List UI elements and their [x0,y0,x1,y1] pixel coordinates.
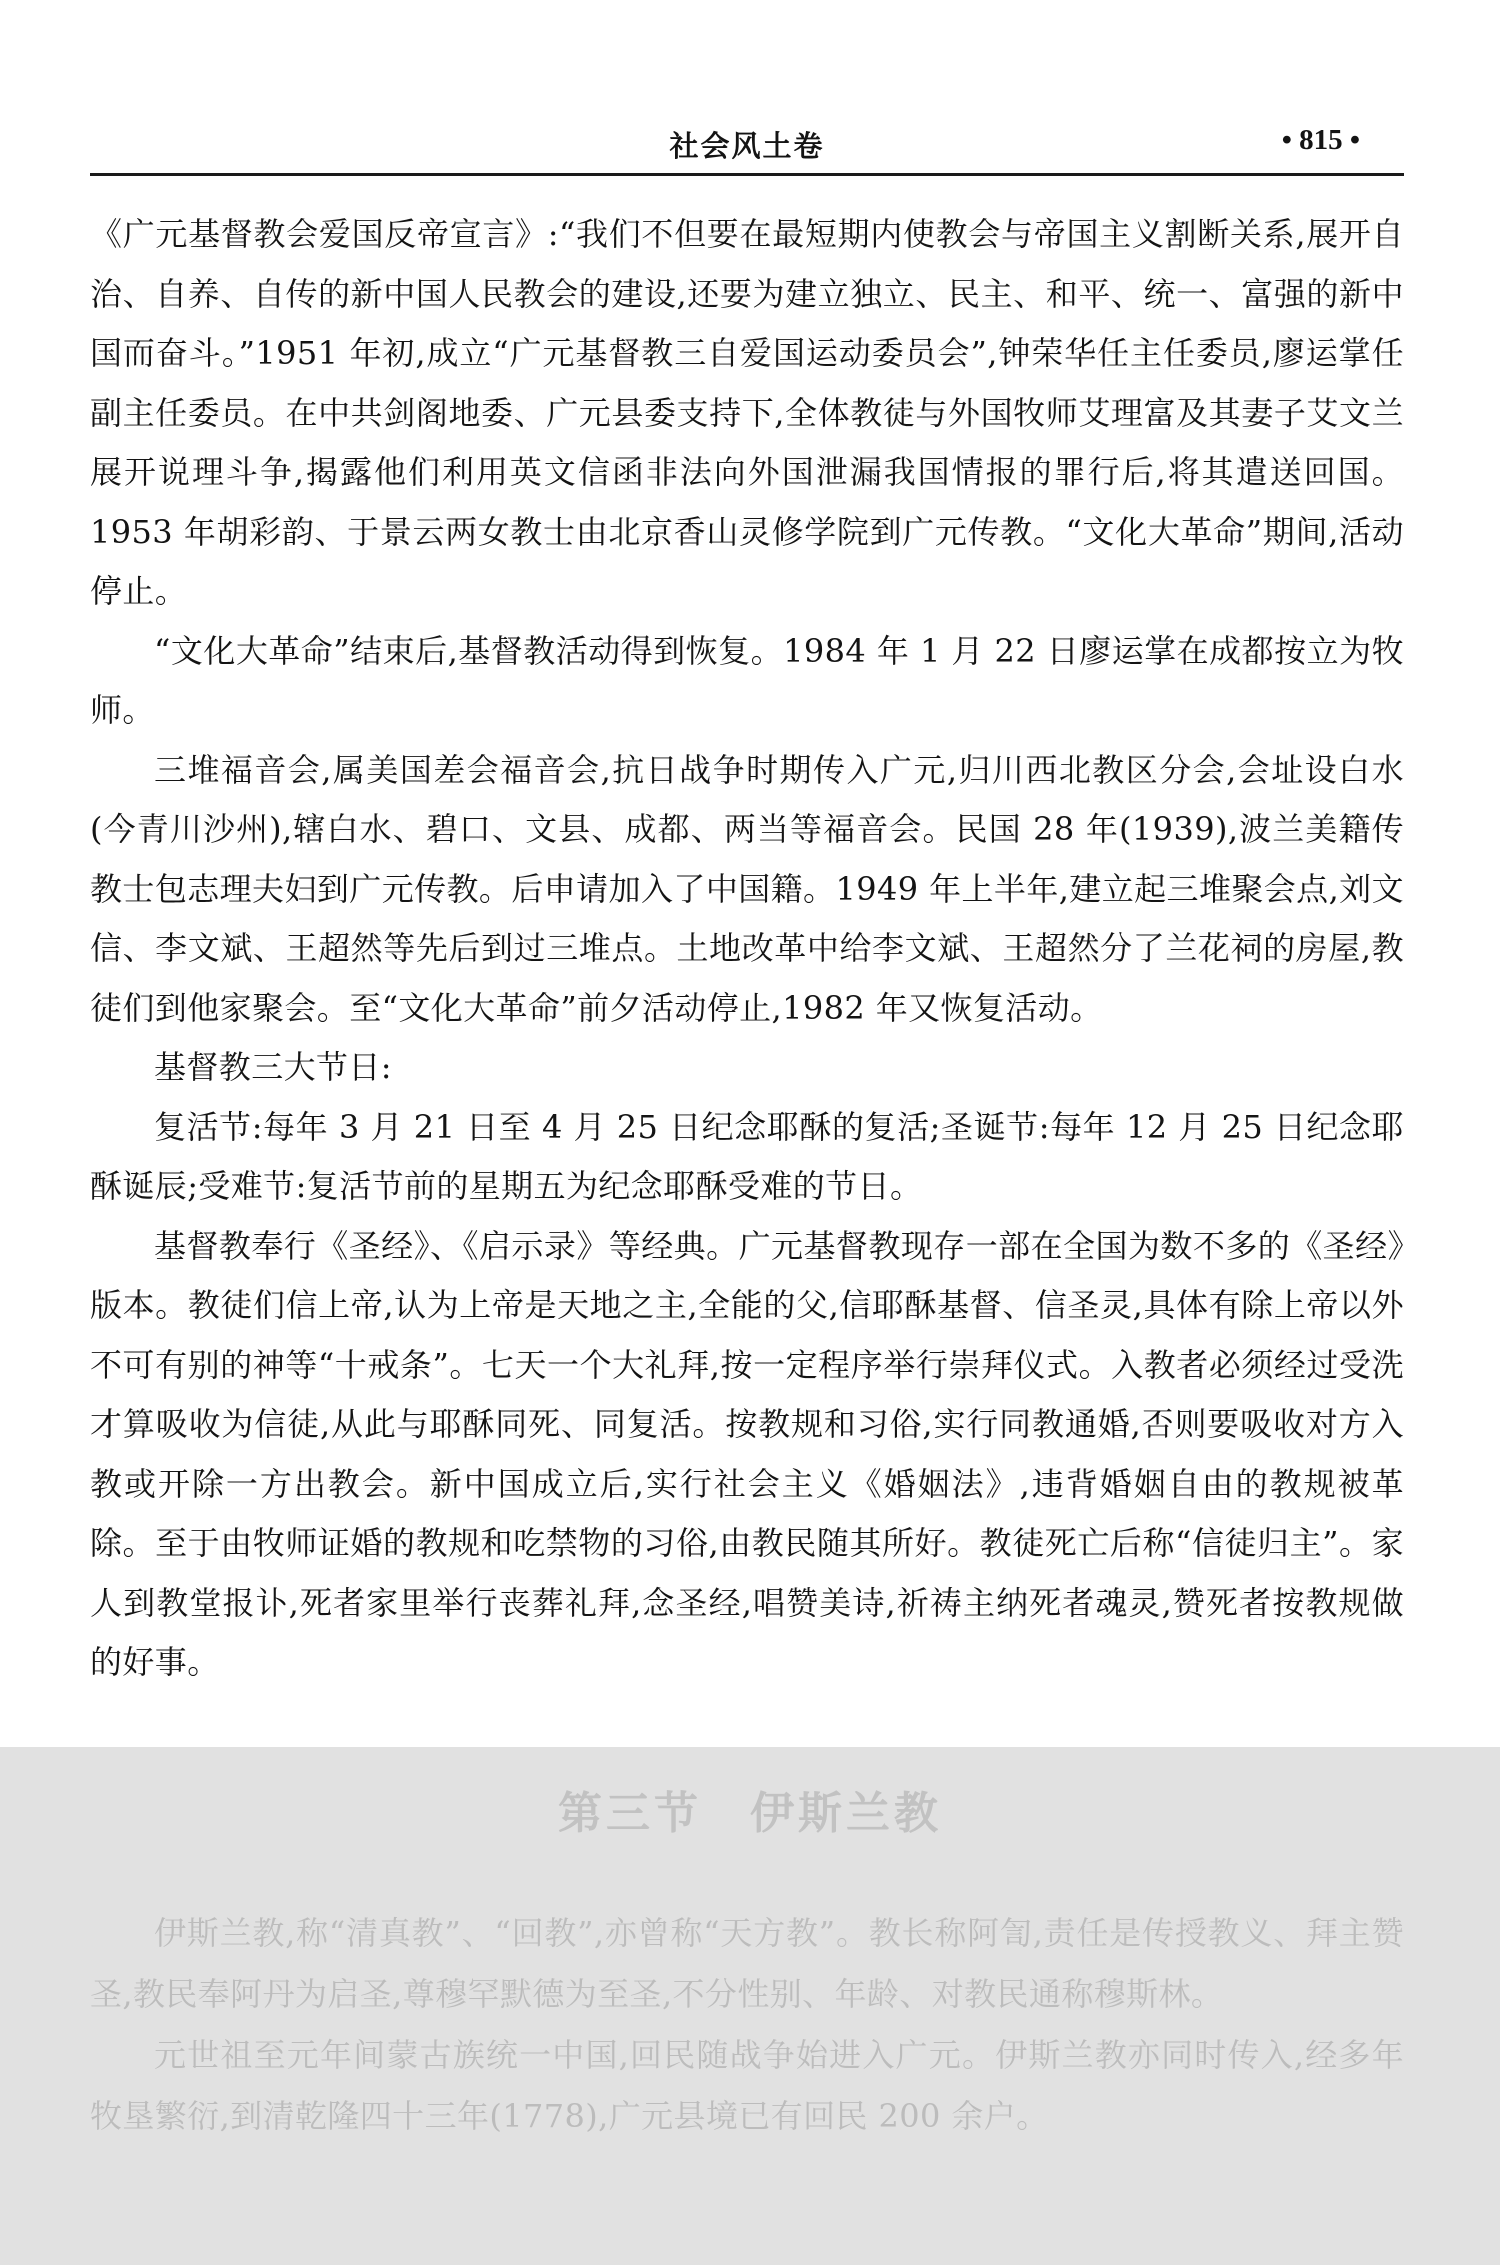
paragraph-santui-gospel: 三堆福音会,属美国差会福音会,抗日战争时期传入广元,归川西北教区分会,会址设白水(今青川沙州),辖白水、碧口、文县、成都、两当等福音会。民国 28 年(1939),波兰美籍传教士包志理夫妇到广元传教。后申请加入了中国籍。1949 年上半年,建立起三堆聚会点,刘文信、李文斌、王超然等先后到过三堆点。土地改革中给李文斌、王超然分了兰花祠的房屋,教徒们到他家聚会。至“文化大革命”前夕活动停止,1982 年又恢复活动。 [90,750,1404,1027]
paragraph-festivals: 复活节:每年 3 月 21 日至 4 月 25 日纪念耶酥的复活;圣诞节:每年 12 月 25 日纪念耶酥诞辰;受难节:复活节前的星期五为纪念耶酥受难的节日。 [90,1107,1404,1205]
page-number: • 815 • [1281,124,1360,156]
paragraph-islam-history: 元世祖至元年间蒙古族统一中国,回民随战争始进入广元。伊斯兰教亦同时传入,经多年牧垦繁衍,到清乾隆四十三年(1778),广元县境已有回民 200 余户。 [90,2036,1404,2135]
running-header [90,118,1404,170]
header-title: 社会风土卷 [669,129,825,163]
body-text [90,205,1404,1693]
paragraph-islam-intro: 伊斯兰教,称“清真教”、“回教”,亦曾称“天方教”。教长称阿訇,责任是传授教义、拜主赞圣,教民奉阿丹为启圣,尊穆罕默德为至圣,不分性别、年龄、对教民通称穆斯林。 [90,1914,1404,2013]
section-number: 第三节 [558,1788,702,1839]
paragraph-declaration: 《广元基督教会爱国反帝宣言》:“我们不但要在最短期内使教会与帝国主义割断关系,展开自治、自养、自传的新中国人民教会的建设,还要为建立独立、民主、和平、统一、富强的新中国而奋斗。”1951 年初,成立“广元基督教三自爱国运动委员会”,钟荣华任主任委员,廖运掌任副主任委员。在中共剑阁地委、广元县委支持下,全体教徒与外国牧师艾理富及其妻子艾文兰展开说理斗争,揭露他们利用英文信函非法向外国泄漏我国情报的罪行后,将其遣送回国。1953 年胡彩韵、于景云两女教士由北京香山灵修学院到广元传教。“文化大革命”期间,活动停止。 [90,215,1404,610]
section-heading [0,1777,1500,1841]
paragraph-restoration: “文化大革命”结束后,基督教活动得到恢复。1984 年 1 月 22 日廖运掌在成都按立为牧师。 [90,631,1404,729]
section-body [90,1903,1404,2147]
paragraph-festivals-heading: 基督教三大节日: [154,1048,392,1086]
header-rule [90,173,1404,176]
section-title: 伊斯兰教 [750,1788,942,1839]
paragraph-scriptures: 基督教奉行《圣经》、《启示录》等经典。广元基督教现存一部在全国为数不多的《圣经》版本。教徒们信上帝,认为上帝是天地之主,全能的父,信耶酥基督、信圣灵,具体有除上帝以外不可有别的神等“十戒条”。七天一个大礼拜,按一定程序举行崇拜仪式。入教者必须经过受洗才算吸收为信徒,从此与耶酥同死、同复活。按教规和习俗,实行同教通婚,否则要吸收对方入教或开除一方出教会。新中国成立后,实行社会主义《婚姻法》,违背婚姻自由的教规被革除。至于由牧师证婚的教规和吃禁物的习俗,由教民随其所好。教徒死亡后称“信徒归主”。家人到教堂报讣,死者家里举行丧葬礼拜,念圣经,唱赞美诗,祈祷主纳死者魂灵,赞死者按教规做的好事。 [90,1226,1404,1681]
